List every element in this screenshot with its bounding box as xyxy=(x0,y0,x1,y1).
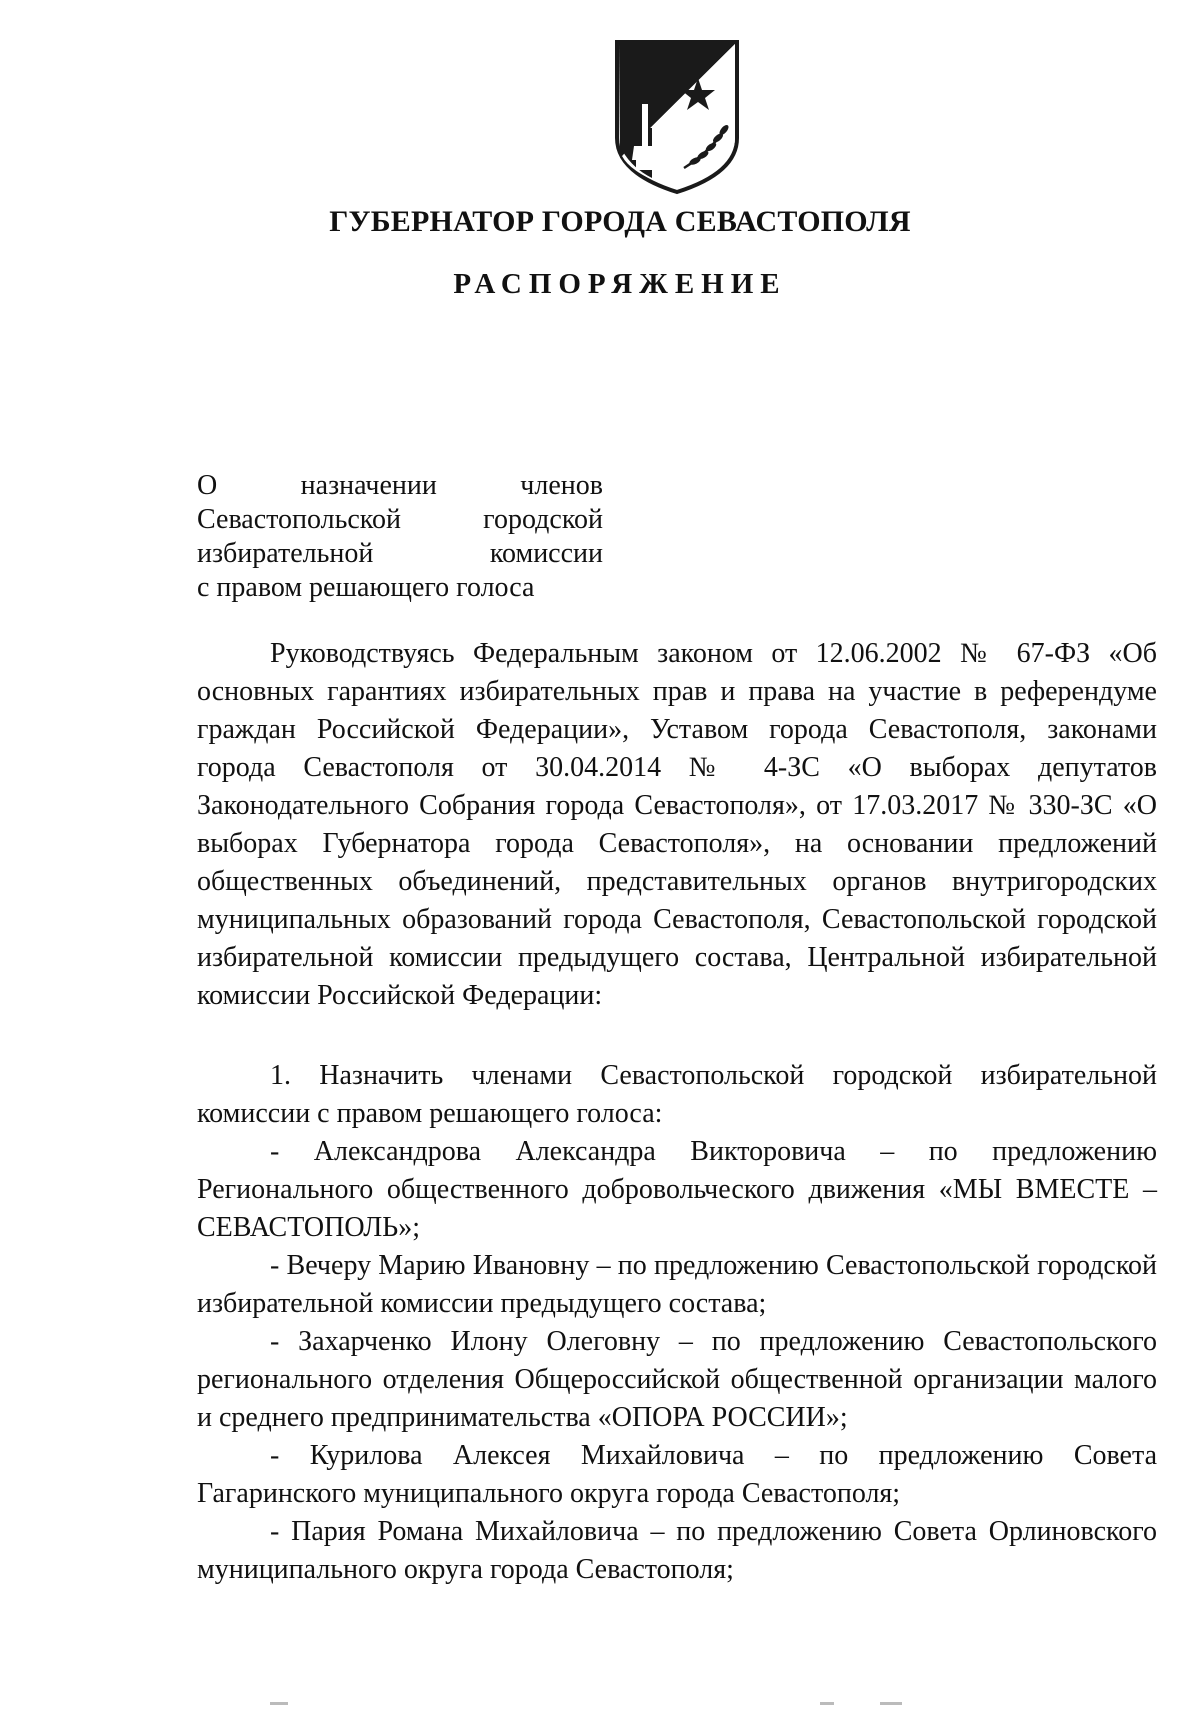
subject-line: Севастопольской городской xyxy=(197,504,603,535)
subject-line: избирательной комиссии xyxy=(197,538,603,569)
sevastopol-coat-of-arms-icon xyxy=(612,38,742,196)
page-bottom-scan-marks xyxy=(260,1698,1020,1708)
document-subject xyxy=(197,469,603,605)
preamble-section xyxy=(197,635,1157,1015)
order-item-1 xyxy=(197,1057,1157,1589)
appointee-item: - Захарченко Илону Олеговну – по предложению Севастопольского регионального отделения Общероссийской общественной организации малого и среднего предпринимательства «ОПОРА РОССИИ»; xyxy=(197,1326,1157,1433)
document-type-title: РАСПОРЯЖЕНИЕ xyxy=(453,268,787,300)
appointee-item: - Курилова Алексея Михайловича – по предложению Совета Гагаринского муниципального округа города Севастополя; xyxy=(197,1440,1157,1509)
preamble-paragraph: Руководствуясь Федеральным законом от 12.06.2002 № 67-ФЗ «Об основных гарантиях избирательных прав и права на участие в референдуме граждан Российской Федерации», Уставом города Севастополя, законами города Севастополя от 30.04.2014 № 4-ЗС «О выборах депутатов Законодательного Собрания города Севастополя», от 17.03.2017 № 330-ЗС «О выборах Губернатора города Севастополя», на основании предложений общественных объединений, представительных органов внутригородских муниципальных образований города Севастополя, Севастопольской городской избирательной комиссии предыдущего состава, Центральной избирательной комиссии Российской Федерации: xyxy=(197,638,1157,1011)
appointee-item: - Вечеру Марию Ивановну – по предложению Севастопольской городской избирательной комиссии предыдущего состава; xyxy=(197,1250,1157,1319)
authority-title: ГУБЕРНАТОР ГОРОДА СЕВАСТОПОЛЯ xyxy=(329,205,911,238)
item-1-text: 1. Назначить членами Севастопольской городской избирательной комиссии с правом решающего голоса: xyxy=(197,1060,1157,1129)
subject-line: с правом решающего голоса xyxy=(197,572,535,603)
appointee-item: - Александрова Александра Викторовича – по предложению Регионального общественного добровольческого движения «МЫ ВМЕСТЕ – СЕВАСТОПОЛЬ»; xyxy=(197,1136,1157,1243)
subject-line: О назначении членов xyxy=(197,470,603,501)
appointee-item: - Пария Романа Михайловича – по предложению Совета Орлиновского муниципального округа города Севастополя; xyxy=(197,1516,1157,1585)
